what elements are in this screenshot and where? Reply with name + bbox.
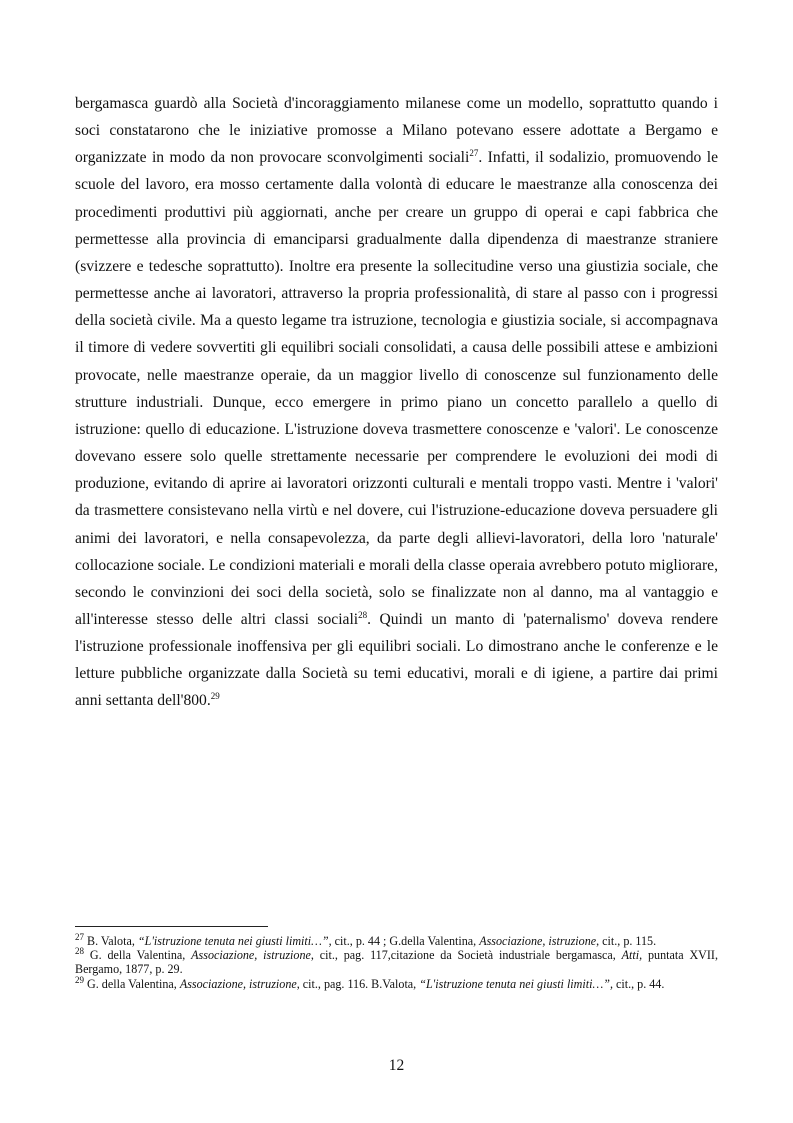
paragraph-text-2: . Infatti, il sodalizio, promuovendo le scuole del lavoro, era mosso certamente dalla volontà di educare le maestranze alla conoscenza dei procedimenti produttivi più aggiornati, anche per creare un gruppo di operai e capi fabbrica che permettesse alla provincia di emanciparsi gradualmente dalla dipendenza di maestranze straniere (svizzere e tedesche soprattutto). Inoltre era presente la sollecitudine verso una giustizia sociale, che permettesse anche ai lavoratori, attraverso la propria professionalità, di stare al passo con i progressi della società civile. Ma a questo legame tra istruzione, tecnologia e giustizia sociale, si accompagnava il timore di vedere sovvertiti gli equilibri sociali consolidati, a causa delle possibili attese e ambizioni provocate, nelle maestranze operaie, da un maggior livello di conoscenze sul funzionamento delle strutture industriali. Dunque, ecco emergere in primo piano un concetto parallelo a quello di istruzione: quello di educazione. L'istruzione doveva trasmettere conoscenze e 'valori'. Le conoscenze dovevano essere solo quelle strettamente necessarie per comprendere le evoluzioni dei modi di produzione, evitando di aprire ai lavoratori orizzonti culturali e mentali troppo vasti. Mentre i 'valori' da trasmettere consistevano nella virtù e nel dovere, cui l'istruzione-educazione doveva persuadere gli animi dei lavoratori, e nella consapevolezza, da parte degli allievi-lavoratori, della loro 'naturale' collocazione sociale. Le condizioni materiali e morali della classe operaia avrebbero potuto migliorare, secondo le convinzioni dei soci della società, solo se finalizzate non al danno, ma al vantaggio e all'interesse stesso delle altri classi sociali xyxy=(75,149,718,628)
page-number: 12 xyxy=(388,1057,405,1074)
footnote-text: puntata XVII, Bergamo, 1877, p. 29. xyxy=(75,948,718,977)
footnote-ref-29[interactable]: 29 xyxy=(210,691,220,702)
footnote-title: Associazione, istruzione xyxy=(479,934,597,948)
footnote-text: , cit., pag. 117,citazione da Società industriale bergamasca, xyxy=(310,948,622,963)
paragraph-text-3: . Quindi un manto di 'paternalismo' doveva rendere l'istruzione professionale inoffensiva per gli equilibri sociali. Lo dimostrano anche le conferenze e le letture pubbliche organizzate dalla Società su temi educativi, morali e di igiene, a partire dai primi anni settanta dell'800. xyxy=(75,610,719,710)
footnote-title: Associazione, istruzione xyxy=(179,976,297,991)
footnote-28 xyxy=(75,948,718,976)
footnotes xyxy=(75,931,718,991)
footnote-separator xyxy=(75,926,268,927)
footnote-text: cit., p. 44 ; G.della Valentina, xyxy=(331,934,480,948)
footnote-text: cit., p. 44. xyxy=(612,976,665,991)
footnote-title: “L'istruzione tenuta nei giusti limiti…”, xyxy=(137,934,332,948)
footnote-number: 29 xyxy=(75,974,84,985)
footnote-29 xyxy=(75,974,718,991)
footnote-text: G. della Valentina, xyxy=(84,948,192,963)
footnote-text: G. della Valentina, xyxy=(84,976,180,991)
footnote-title: Atti, xyxy=(621,948,643,963)
footnote-number: 28 xyxy=(75,946,84,957)
footnote-text: , cit., pag. 116. B.Valota, xyxy=(296,976,420,991)
footnote-number: 27 xyxy=(75,931,84,942)
footnote-text: , cit., p. 115. xyxy=(596,934,657,948)
footnote-title: Associazione, istruzione xyxy=(191,948,311,963)
footnote-title: “L'istruzione tenuta nei giusti limiti…”, xyxy=(419,976,613,991)
footnote-ref-27[interactable]: 27 xyxy=(469,148,479,159)
footnote-ref-28[interactable]: 28 xyxy=(358,609,368,620)
paragraph-text-1: bergamasca guardò alla Società d'incoraggiamento milanese come un modello, soprattutto quando i soci constatarono che le iniziative promosse a Milano potevano essere adottate a Bergamo e organizzate in modo da non provocare sconvolgimenti sociali xyxy=(75,95,718,167)
footnote-text: B. Valota, xyxy=(84,934,138,948)
body-paragraph xyxy=(75,90,718,715)
footnote-27 xyxy=(75,931,718,948)
